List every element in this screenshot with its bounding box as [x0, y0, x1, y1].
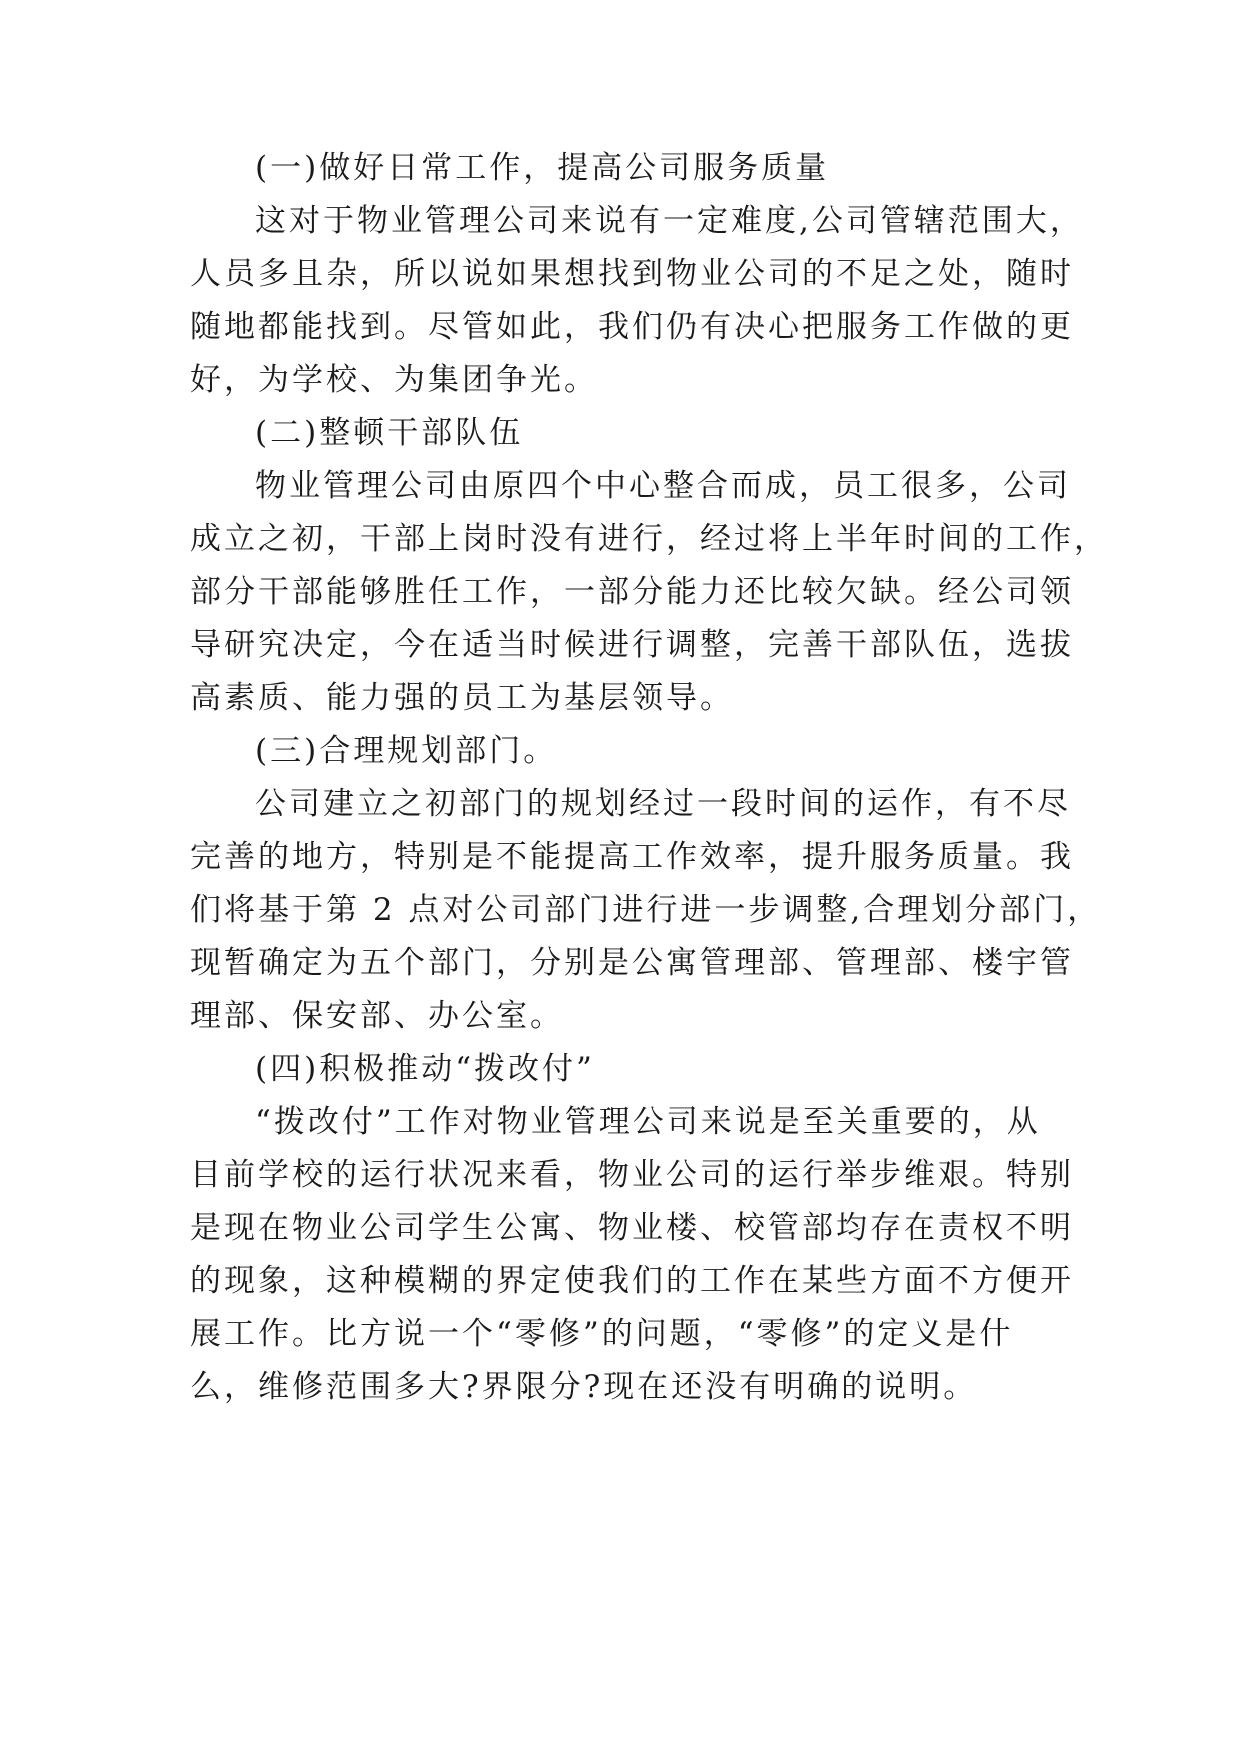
paragraph-line: 么，维修范围多大?界限分?现在还没有明确的说明。 — [190, 1369, 978, 1405]
paragraph-line: 部分干部能够胜任工作，一部分能力还比较欠缺。经公司领 — [190, 574, 1074, 610]
paragraph-line: 随地都能找到。尽管如此，我们仍有决心把服务工作做的更 — [190, 309, 1074, 345]
paragraph-line: 人员多且杂，所以说如果想找到物业公司的不足之处，随时 — [190, 256, 1074, 292]
paragraph-line: 的现象，这种模糊的界定使我们的工作在某些方面不方便开 — [190, 1263, 1074, 1299]
paragraph-line: 目前学校的运行状况来看，物业公司的运行举步维艰。特别 — [190, 1157, 1074, 1193]
paragraph-line: 这对于物业管理公司来说有一定难度,公司管辖范围大， — [255, 203, 1084, 239]
paragraph-line: 完善的地方，特别是不能提高工作效率，提升服务质量。我 — [190, 839, 1074, 875]
heading-3: (三)合理规划部门。 — [255, 733, 558, 769]
paragraph-line: 物业管理公司由原四个中心整合而成，员工很多，公司 — [255, 468, 1071, 504]
paragraph-line: 公司建立之初部门的规划经过一段时间的运作，有不尽 — [255, 786, 1071, 822]
heading-4: (四)积极推动“拨改付” — [255, 1051, 595, 1087]
paragraph-line: “拨改付”工作对物业管理公司来说是至关重要的，从 — [255, 1104, 1041, 1140]
heading-1: (一)做好日常工作，提高公司服务质量 — [255, 150, 830, 186]
paragraph-line: 理部、保安部、办公室。 — [190, 998, 564, 1034]
paragraph-line: 成立之初，干部上岗时没有进行，经过将上半年时间的工作， — [190, 521, 1108, 557]
paragraph-line: 高素质、能力强的员工为基层领导。 — [190, 680, 734, 716]
paragraph-line: 们将基于第 2 点对公司部门进行进一步调整,合理划分部门， — [190, 892, 1102, 928]
paragraph-line: 是现在物业公司学生公寓、物业楼、校管部均存在责权不明 — [190, 1210, 1074, 1246]
heading-2: (二)整顿干部队伍 — [255, 415, 524, 451]
paragraph-line: 导研究决定，今在适当时候进行调整，完善干部队伍，选拔 — [190, 627, 1074, 663]
paragraph-line: 展工作。比方说一个“零修”的问题，“零修”的定义是什 — [190, 1316, 1014, 1352]
paragraph-line: 现暂确定为五个部门，分别是公寓管理部、管理部、楼宇管 — [190, 945, 1074, 981]
paragraph-line: 好，为学校、为集团争光。 — [190, 362, 598, 398]
